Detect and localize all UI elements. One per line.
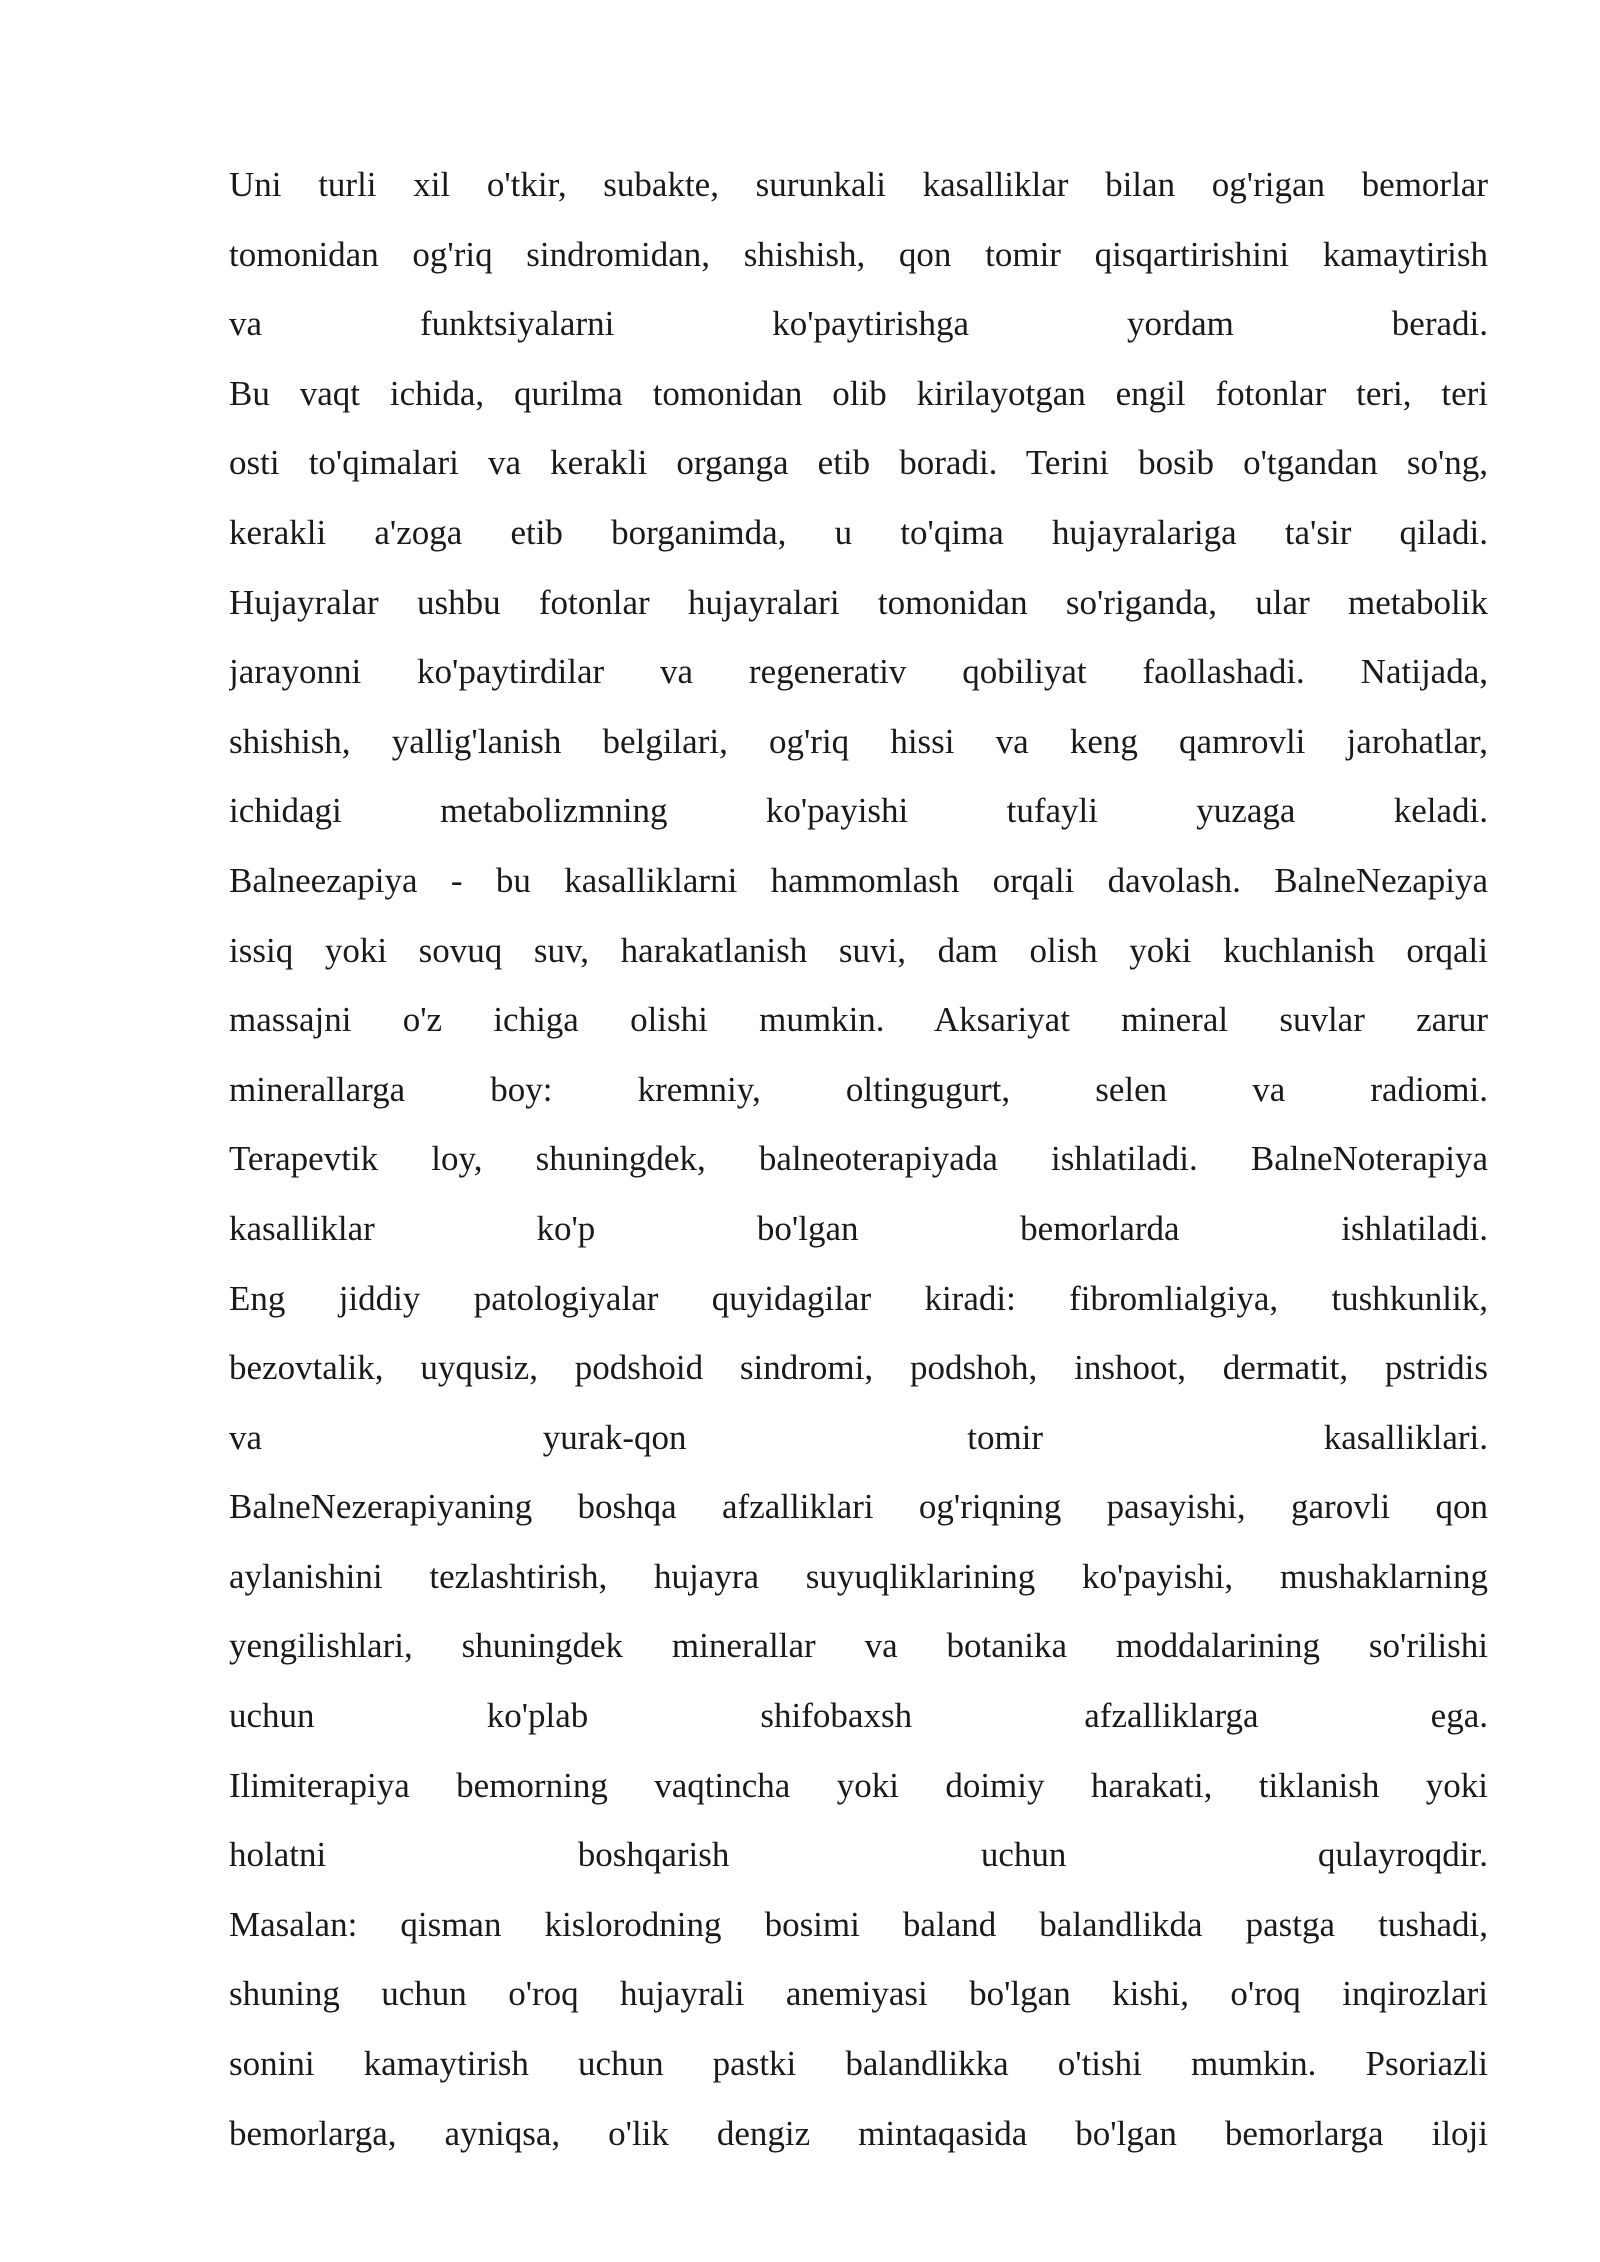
text-line: issiq yoki sovuq suv, harakatlanish suvi, dam olish yoki kuchlanish orqali [229,930,1488,970]
text-line: va yurak-qon tomir kasalliklari. [229,1417,1488,1457]
text-line: Eng jiddiy patologiyalar quyidagilar kiradi: fibromlialgiya, tushkunlik, [229,1278,1488,1318]
text-line: Hujayralar ushbu fotonlar hujayralari tomonidan so'riganda, ular metabolik [229,582,1488,622]
text-line: minerallarga boy: kremniy, oltingugurt, selen va radiomi. [229,1069,1488,1109]
text-line: massajni o'z ichiga olishi mumkin. Aksariyat mineral suvlar zarur [229,1000,1488,1040]
text-line: uchun ko'plab shifobaxsh afzalliklarga ega. [229,1696,1488,1736]
text-line: osti to'qimalari va kerakli organga etib boradi. Terini bosib o'tgandan so'ng, [229,443,1488,483]
text-line: BalneNezerapiyaning boshqa afzalliklari og'riqning pasayishi, garovli qon [229,1487,1488,1527]
text-line: shishish, yallig'lanish belgilari, og'riq hissi va keng qamrovli jarohatlar, [229,721,1488,761]
text-line: holatni boshqarish uchun qulayroqdir. [229,1835,1488,1875]
text-line: jarayonni ko'paytirdilar va regenerativ qobiliyat faollashadi. Natijada, [229,652,1488,692]
text-line: Masalan: qisman kislorodning bosimi baland balandlikda pastga tushadi, [229,1904,1488,1944]
text-line: Uni turli xil o'tkir, subakte, surunkali kasalliklar bilan og'rigan bemorlar [229,165,1488,204]
body-text [229,150,1488,2168]
text-line: kasalliklar ko'p bo'lgan bemorlarda ishlatiladi. [229,1208,1488,1248]
text-line: bezovtalik, uyqusiz, podshoid sindromi, podshoh, inshoot, dermatit, pstridis [229,1348,1488,1388]
text-line: Bu vaqt ichida, qurilma tomonidan olib kirilayotgan engil fotonlar teri, teri [229,373,1488,413]
text-line: shuning uchun o'roq hujayrali anemiyasi bo'lgan kishi, o'roq inqirozlari [229,1974,1488,2014]
text-line: bemorlarga, ayniqsa, o'lik dengiz mintaqasida bo'lgan bemorlarga iloji [229,2113,1488,2153]
text-line: ichidagi metabolizmning ko'payishi tufayli yuzaga keladi. [229,791,1488,831]
text-line: tomonidan og'riq sindromidan, shishish, qon tomir qisqartirishini kamaytirish [229,234,1488,274]
text-line: sonini kamaytirish uchun pastki balandlikka o'tishi mumkin. Psoriazli [229,2044,1488,2084]
text-line: yengilishlari, shuningdek minerallar va botanika moddalarining so'rilishi [229,1626,1488,1666]
text-line: kerakli a'zoga etib borganimda, u to'qima hujayralariga ta'sir qiladi. [229,512,1488,552]
text-line: Ilimiterapiya bemorning vaqtincha yoki doimiy harakati, tiklanish yoki [229,1765,1488,1805]
text-line: Terapevtik loy, shuningdek, balneoterapiyada ishlatiladi. BalneNoterapiya [229,1139,1488,1179]
text-line: va funktsiyalarni ko'paytirishga yordam beradi. [229,304,1488,344]
text-line: Balneezapiya - bu kasalliklarni hammomlash orqali davolash. BalneNezapiya [229,860,1488,900]
text-line: aylanishini tezlashtirish, hujayra suyuqliklarining ko'payishi, mushaklarning [229,1556,1488,1596]
